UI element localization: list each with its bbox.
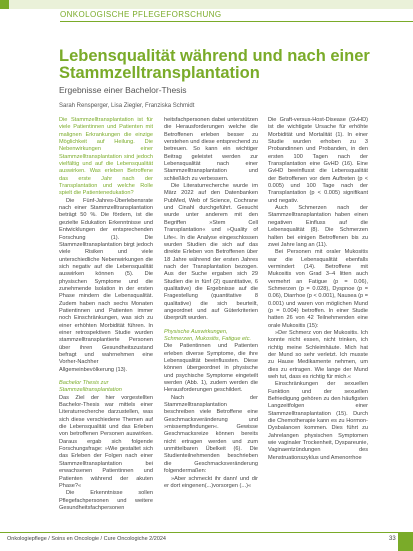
body-paragraph: Die Patientinnen und Patienten erleben diverse Symptome, die ihre Lebensqualität beeinflussten. Diese können übergeordnet in physische und psychische Symptome eingeteilt werden (Abb. 1), zudem werden die Herausforderungen geschildert. bbox=[164, 343, 258, 394]
section-heading-thesis: Bachelor Thesis zur Stammzelltransplantation bbox=[59, 380, 122, 394]
quote-paragraph: »Aber schmeckt ihr dann! und dir er dort eingenen(...)vorsorgen (...)« bbox=[164, 475, 258, 489]
body-paragraph: Bei Personen mit oraler Mukositis war die Lebensqualität ebenfalls vermindert (14). Betroffene mit Mukositis von Grad 3–4 litten auch vermehrt an Fatigue (p = 0.06), Schmerzen (p = 0.028), Dyspnoe (p = 0.06), Diarrhoe (p < 0.001), Nausea (p = 0.001) und waren von möglichen Mund (p = 0.004) betroffen. In einer Studie hatten 26 von 42 Teilnehmenden eine orale Mukositis (15): bbox=[268, 249, 368, 329]
footer-journal: Onkologiepflege / Soins en Oncologie / Cure Oncologiche 2/2024 bbox=[7, 536, 166, 542]
body-paragraph: Auch Schmerzen nach der Stammzelltransplantation haben einen negativen Einfluss auf die Lebensqualität (8). Die Schmerzen halten bei einigen Betroffenen bis zu zwei Jahre lang an (11). bbox=[268, 205, 368, 248]
footer-rule bbox=[0, 532, 413, 533]
body-paragraph: heitsfachpersonen dabei unterstützen die Herausforderungen welche die Betroffenen erleben besser zu verstehen und diese entsprechend zu betreuen. So kann ein wichtiger Beitrag geleistet werden zur Lebensqualität nach einer Stammzelltransplantation und schließlich zu verbessern. bbox=[164, 117, 258, 182]
text-column-1 bbox=[59, 117, 153, 530]
header-rule bbox=[60, 21, 413, 22]
article-authors: Sarah Rensperger, Lisa Ziegler, Franziska Schmidt bbox=[59, 103, 195, 109]
article-lead: Die Stammzelltransplantation ist für viele Patientinnen und Patienten mit malignen Erkrankungen die einzige Möglichkeit auf Heilung. Die Nebenwirkungen einer Stammzelltransplantation sind jedoch vielfältig und auf die Lebensqualität auswirken. Was erleben Betroffene das erste Jahr nach der Transplantation und welche Rolle spielt die Patientenedukation? bbox=[59, 117, 153, 197]
body-paragraph: Das Ziel der hier vorgestellten Bachelor-Thesis war mittels einer Literaturrecherche darzustellen, was sich diese verschiedene Themen auf die Lebensqualität und das Erleben von betroffenen Personen auswirken. Daraus ergab sich folgende Forschungsfrage: »Wie gestaltet sich das Erleben der Folgen nach einer Stammzelltransplantation bei erwachsenen Patientinnen und Patienten während der akuten Phase?« bbox=[59, 394, 153, 489]
footer-corner-block bbox=[398, 533, 413, 551]
article-title: Lebensqualität während und nach einer Stammzelltransplantation bbox=[59, 47, 370, 82]
body-paragraph: Die Graft-versus-Host-Disease (GvHD) ist die wichtigste Ursache für erhöhte Morbidität und Mortalität (1). In einer Studie wurden erhoben zu 3 Probandinnen und Probanden, in den ersten 100 Tagen nach der Transplantation eine GvHD (16). Eine GvHD beeinflusst die Lebensqualität der Betroffenen vor dem Auftreten (p < 0.005) und 100 Tage nach der Transplantation (p < 0.005) signifikant und negativ. bbox=[268, 117, 368, 204]
header-corner-block bbox=[0, 0, 9, 9]
body-paragraph: Die Erkenntnisse sollen Pflegefachpersonen und weitere Gesundheitsfachpersonen bbox=[59, 490, 153, 511]
article-subtitle: Ergebnisse einer Bachelor-Thesis bbox=[59, 85, 187, 95]
header-band bbox=[0, 0, 413, 9]
body-paragraph: Die Literaturrecherche wurde im März 2022 auf den Datenbanken PubMed, Web of Science, Cochrane und Cinahl durchgeführt. Gesucht wurde unter anderem mit den Begriffen »Stem Cell Transplantation« und »Quality of Life«. In die Analyse eingeschlossen wurden Studien die sich auf das direkte Erleben von Betroffenen über 18 Jahre während der ersten Jahres nach der Transplantation bezogen. Aus der Suche ergaben sich 29 Studien die in fünf (2) quantitative, 6 qualitative) die Ergebnisse auf die Fragestellung (quantitative 8 qualitative) die sich beurteilt, angeordnet und auf Güterkriterien überprüft wurden. bbox=[164, 183, 258, 322]
body-paragraph: Nach der Stammzelltransplantation beschreiben viele Betroffene eine Geschmacksveränderung und »missempfindungen«. Gewisse Geschmacksreize können bereits nicht ertragen werden und zum unmittelbaren Übelkeit (6). Die Studienteilnehmenden beschrieben die Geschmacksveränderung folgendermaßen: bbox=[164, 394, 258, 475]
page-number: 33 bbox=[389, 536, 396, 542]
text-column-3 bbox=[268, 117, 368, 530]
section-category: ONKOLOGISCHE PFLEGEFORSCHUNG bbox=[60, 10, 222, 19]
text-column-2 bbox=[164, 117, 258, 530]
body-paragraph: Die Fünf-Jahres-Überlebensrate nach einer Stammzelltransplantation beträgt 50 %. Die fördern, ist die gezielte Edukation Erkenntnisse und Entwicklungen der entsprechenden Forschung (1). Die Stammzelltransplantation birgt jedoch viele Risiken und viele unterschiedliche Nebenwirkungen die sich negativ auf die Lebensqualität auswirken können (5). Die physischen Symptome und die zunehmende Isolation in der ersten Phase mindern die Lebensqualität. Zudem haben nach sechs Monaten Patientinnen und Patienten immer noch Einschränkungen, was sich zu einer erhöhten Morbidität führen. In einer retrospektiven Studie wurden stammzelltransplantierte Personen über ihren Gesundheitszustand befragt und wahrnehmen eine Vorher-Nachher Allgemeinbevölkerung (13). bbox=[59, 197, 153, 373]
section-heading-physical-effects: Physische Auswirkungen, Schmerzen, Mukositis, Fatigue etc. bbox=[164, 328, 252, 342]
body-paragraph: Einschränkungen der sexuellen Funktion und der sexuellen Befriedigung gehören zu den häufigsten Langzeitfolgen einer Stammzelltransplantation (15). Durch die Chemotherapie kann es zu Hormon-Dysbalancen kommen. Dies führt zu Jahrelangen physischen Symptomen wie vaginaler Trockenheit, Dyspareunie, Vaginaentzündungen des Menstruationszyklus und Amenorrhoe bbox=[268, 381, 368, 461]
quote-paragraph: »Der Schmerz von der Mukositis. Ich konnte nicht essen, nicht trinken, ich richtig meine Schleimhäute. Mich hat der Mund so sehr verletzt. Ich musste zu Hause Medikamente nehmen, um dies zu ertragen. Wie lange der Mund weh tut, dass es richtig für mich.« bbox=[268, 329, 368, 381]
